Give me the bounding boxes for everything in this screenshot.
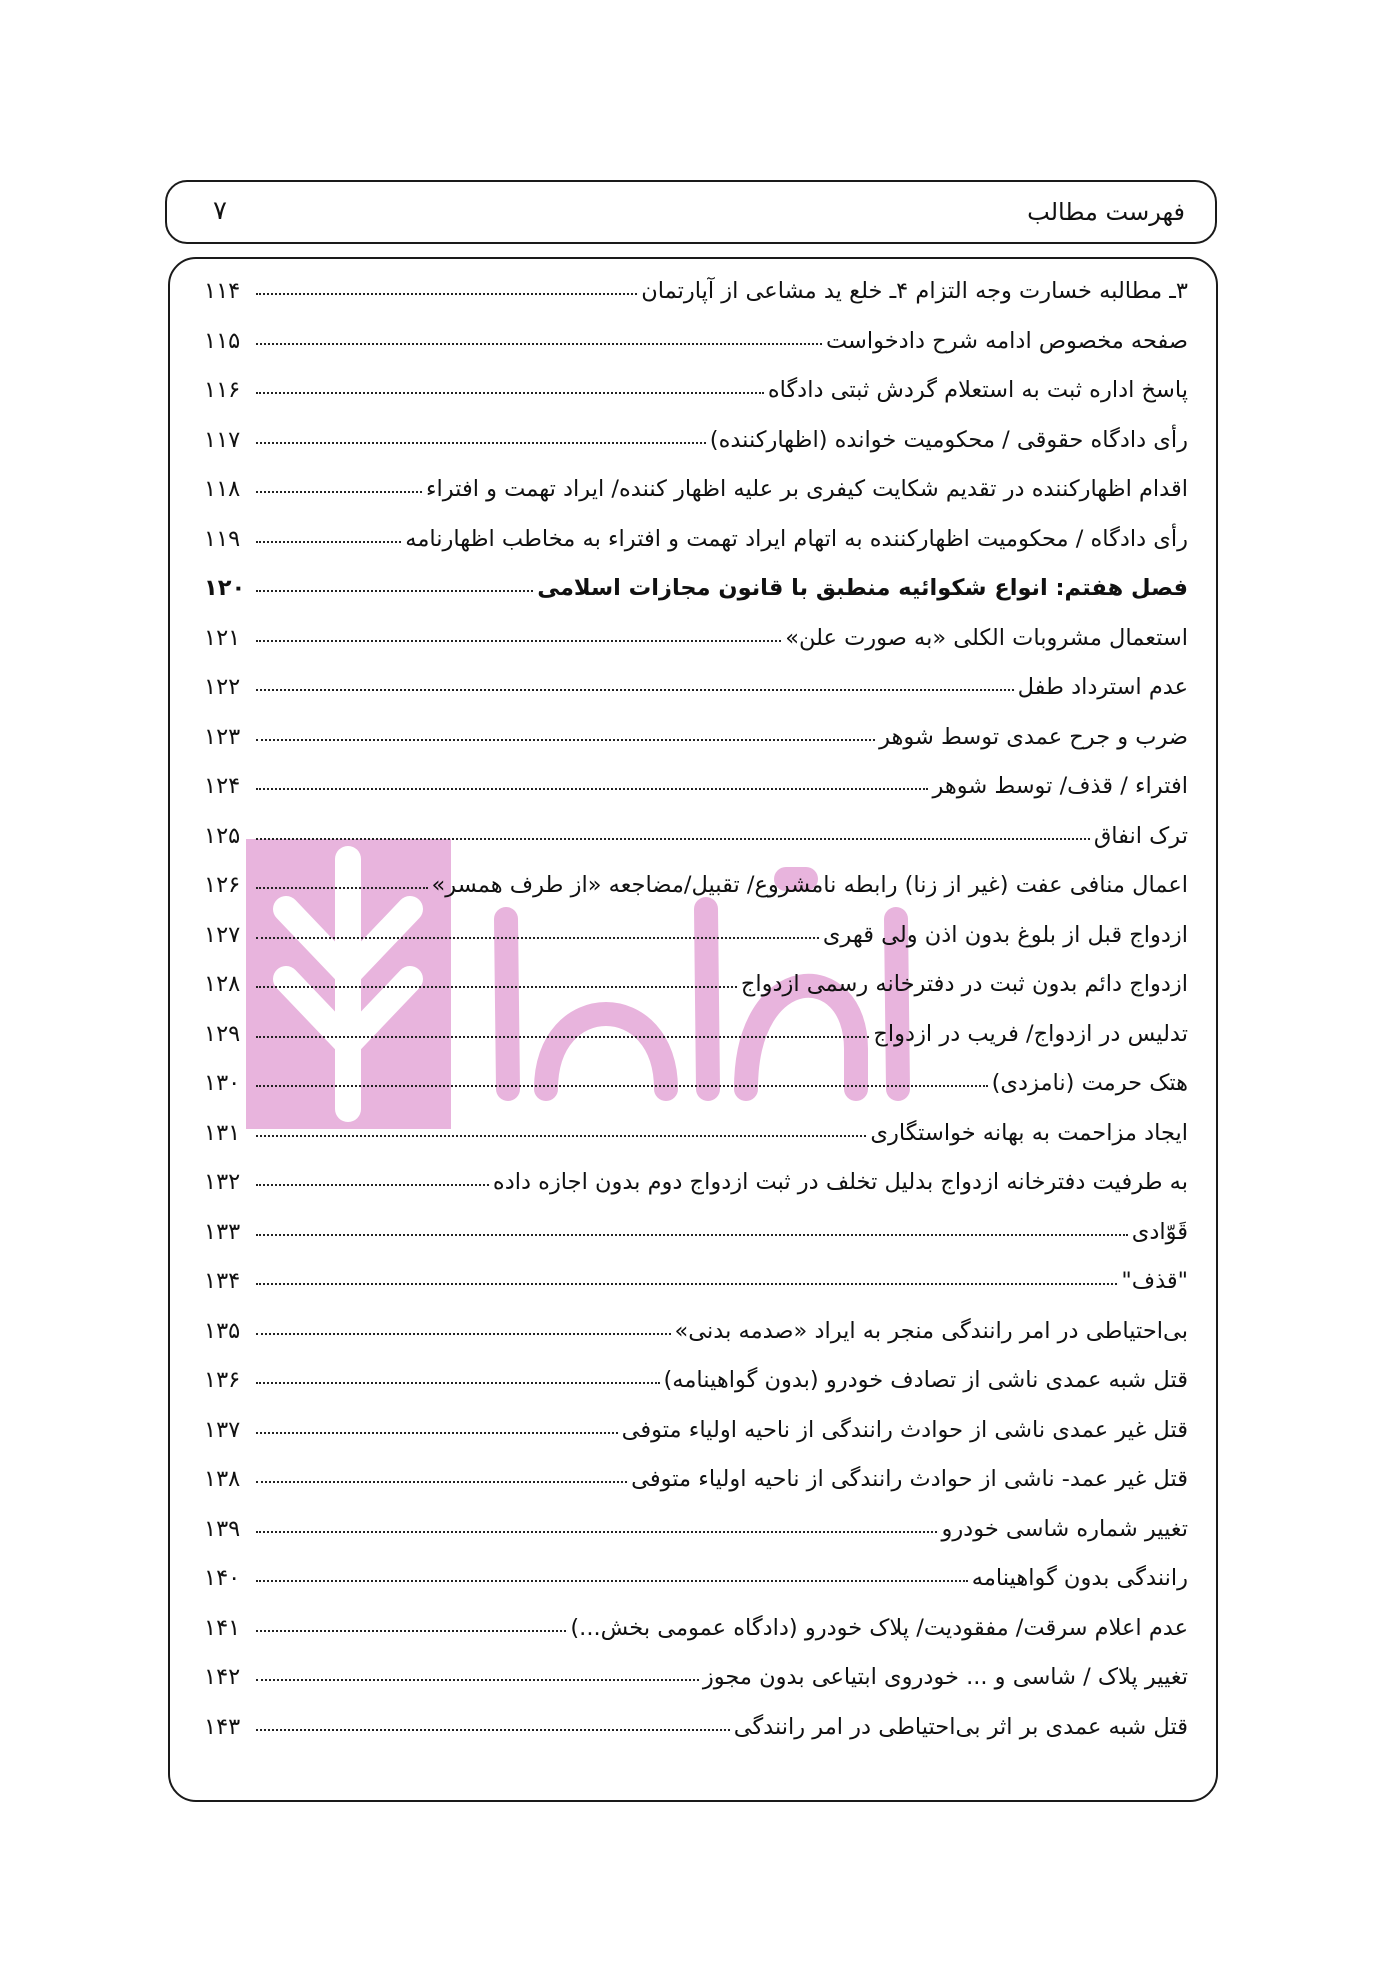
header-page-number: ۷ (213, 196, 227, 226)
toc-entry-page: ۱۱۴ (204, 278, 241, 304)
toc-dot-leader (256, 1630, 566, 1632)
toc-entry-page: ۱۴۳ (204, 1713, 241, 1740)
toc-dot-leader (256, 392, 764, 394)
toc-entry-page: ۱۲۴ (204, 773, 241, 799)
toc-entry-title: قتل شبه عمدی ناشی از تصادف خودرو (بدون گواهینامه) (663, 1367, 1188, 1393)
toc-entry-page: ۱۲۶ (204, 872, 241, 898)
toc-entry (204, 768, 1188, 818)
toc-entry (204, 867, 1188, 917)
toc-entry-title: رأی دادگاه حقوقی / محکومیت خوانده (اظهارکننده) (709, 426, 1188, 453)
toc-entry-title: تغییر شماره شاسی خودرو (941, 1515, 1188, 1542)
toc-dot-leader (256, 1036, 869, 1038)
toc-entry-title: اعمال منافی عفت (غیر از زنا) رابطه نامشروع/ تقبیل/مضاجعه «از طرف همسر» (431, 872, 1188, 898)
toc-entry-page: ۱۲۵ (204, 822, 241, 849)
toc-entry (204, 1164, 1188, 1214)
toc-entry-page: ۱۱۵ (204, 327, 241, 354)
toc-entry-title: بی‌احتیاطی در امر رانندگی منجر به ایراد «صدمه بدنی» (674, 1317, 1188, 1344)
toc-dot-leader (256, 491, 422, 493)
toc-entry-page: ۱۲۲ (204, 674, 241, 700)
toc-entry (204, 966, 1188, 1016)
toc-entry-page: ۱۴۰ (204, 1565, 241, 1591)
toc-entry (204, 1313, 1188, 1363)
toc-entry (204, 1511, 1188, 1561)
toc-entry-title: اقدام اظهارکننده در تقدیم شکایت کیفری بر علیه اظهار کننده/ ایراد تهمت و افتراء (425, 476, 1188, 502)
toc-dot-leader (256, 1432, 618, 1434)
toc-entry (204, 471, 1188, 521)
toc-entry-title: قتل غیر عمد- ناشی از حوادث رانندگی از ناحیه اولیاء متوفی (631, 1466, 1188, 1492)
toc-entry (204, 1709, 1188, 1759)
toc-entry-page: ۱۲۰ (204, 575, 246, 601)
toc-dot-leader (256, 442, 706, 444)
toc-entry-title: قتل غیر عمدی ناشی از حوادث رانندگی از ناحیه اولیاء متوفی (621, 1416, 1188, 1443)
toc-entry (204, 273, 1188, 323)
toc-dot-leader (256, 1531, 937, 1533)
toc-entry-title: عدم استرداد طفل (1017, 674, 1188, 700)
toc-dot-leader (256, 293, 637, 295)
toc-entry-page: ۱۳۶ (204, 1367, 241, 1393)
toc-entry (204, 719, 1188, 769)
toc-entry-title: رأی دادگاه / محکومیت اظهارکننده به اتهام ایراد تهمت و افتراء به مخاطب اظهارنامه (405, 525, 1188, 552)
toc-entry-title: فصل هفتم: انواع شکوائیه منطبق با قانون مجازات اسلامی (537, 575, 1188, 601)
toc-dot-leader (256, 1382, 660, 1384)
toc-dot-leader (256, 1234, 1128, 1236)
toc-entry-page: ۱۱۶ (204, 377, 241, 403)
toc-entry (204, 1659, 1188, 1709)
toc-entry-title: افتراء / قذف/ توسط شوهر (932, 773, 1188, 799)
toc-dot-leader (256, 689, 1014, 691)
toc-entry-title: ازدواج دائم بدون ثبت در دفترخانه رسمی ازدواج (740, 971, 1188, 997)
table-of-contents (204, 273, 1188, 1758)
toc-entry (204, 372, 1188, 422)
toc-entry (204, 521, 1188, 571)
toc-entry (204, 422, 1188, 472)
toc-dot-leader (256, 788, 928, 790)
toc-dot-leader (256, 1283, 1117, 1285)
toc-entry (204, 669, 1188, 719)
toc-entry (204, 1065, 1188, 1115)
toc-entry-title: تغییر پلاک / شاسی و ... خودروی ابتیاعی بدون مجوز (702, 1664, 1188, 1690)
toc-entry-title: ۳ـ مطالبه خسارت وجه التزام ۴ـ خلع ید مشاعی از آپارتمان (641, 278, 1188, 304)
toc-entry-title: صفحه مخصوص ادامه شرح دادخواست (825, 327, 1188, 354)
toc-entry-page: ۱۲۹ (204, 1020, 241, 1047)
toc-entry-title: ازدواج قبل از بلوغ بدون اذن ولی قهری (822, 921, 1188, 948)
toc-entry-page: ۱۳۵ (204, 1317, 241, 1344)
toc-entry-title: رانندگی بدون گواهینامه (971, 1565, 1188, 1591)
toc-dot-leader (256, 1729, 730, 1731)
toc-dot-leader (256, 739, 875, 741)
toc-dot-leader (256, 887, 428, 889)
toc-entry-title: به طرفیت دفترخانه ازدواج بدلیل تخلف در ثبت ازدواج دوم بدون اجازه داده (492, 1169, 1188, 1195)
toc-dot-leader (256, 1679, 699, 1681)
toc-dot-leader (256, 343, 822, 345)
toc-entry-page: ۱۳۴ (204, 1268, 241, 1294)
toc-entry-title: قَوّادی (1131, 1218, 1188, 1245)
toc-entry-title: ترک انفاق (1093, 822, 1188, 849)
toc-dot-leader (256, 1333, 671, 1335)
toc-entry-page: ۱۱۷ (204, 426, 241, 453)
toc-entry-page: ۱۳۲ (204, 1169, 241, 1195)
toc-entry (204, 1362, 1188, 1412)
toc-entry (204, 1560, 1188, 1610)
toc-entry-title: ضرب و جرح عمدی توسط شوهر (879, 723, 1188, 750)
page-header (165, 180, 1217, 244)
toc-dot-leader (256, 1481, 627, 1483)
toc-entry (204, 620, 1188, 670)
toc-entry-page: ۱۴۲ (204, 1664, 241, 1690)
toc-entry-title: تدلیس در ازدواج/ فریب در ازدواج (873, 1020, 1188, 1047)
toc-entry (204, 917, 1188, 967)
toc-dot-leader (256, 541, 401, 543)
toc-dot-leader (256, 1135, 866, 1137)
toc-entry-page: ۱۱۸ (204, 476, 241, 502)
toc-dot-leader (256, 640, 781, 642)
toc-entry-title: قتل شبه عمدی بر اثر بی‌احتیاطی در امر رانندگی (733, 1713, 1188, 1740)
toc-dot-leader (256, 986, 737, 988)
toc-dot-leader (256, 937, 819, 939)
toc-entry-page: ۱۳۰ (204, 1070, 241, 1096)
toc-entry (204, 1412, 1188, 1462)
toc-entry (204, 1461, 1188, 1511)
toc-entry (204, 1263, 1188, 1313)
toc-entry-page: ۱۱۹ (204, 525, 241, 552)
toc-entry-page: ۱۲۷ (204, 921, 241, 948)
toc-entry-title: "قذف" (1121, 1268, 1188, 1294)
toc-chapter-heading (204, 570, 1188, 620)
toc-entry-title: پاسخ اداره ثبت به استعلام گردش ثبتی دادگاه (767, 377, 1188, 403)
toc-dot-leader (256, 1580, 968, 1582)
toc-entry (204, 323, 1188, 373)
toc-dot-leader (256, 1085, 988, 1087)
toc-entry-page: ۱۳۳ (204, 1218, 241, 1245)
toc-dot-leader (256, 838, 1090, 840)
toc-entry (204, 818, 1188, 868)
toc-entry-page: ۱۴۱ (204, 1614, 241, 1641)
toc-entry-page: ۱۳۸ (204, 1466, 241, 1492)
toc-entry-title: هتک حرمت (نامزدی) (991, 1070, 1188, 1096)
toc-dot-leader (256, 590, 533, 592)
header-title: فهرست مطالب (1027, 198, 1185, 226)
toc-entry-page: ۱۳۹ (204, 1515, 241, 1542)
toc-entry (204, 1115, 1188, 1165)
toc-entry-page: ۱۳۷ (204, 1416, 241, 1443)
toc-entry-page: ۱۲۸ (204, 971, 241, 997)
toc-entry-title: عدم اعلام سرقت/ مفقودیت/ پلاک خودرو (دادگاه عمومی بخش...) (570, 1614, 1188, 1641)
toc-entry (204, 1016, 1188, 1066)
toc-entry-page: ۱۳۱ (204, 1119, 241, 1146)
toc-entry-page: ۱۲۱ (204, 624, 241, 651)
toc-entry-page: ۱۲۳ (204, 723, 241, 750)
toc-entry (204, 1610, 1188, 1660)
toc-entry (204, 1214, 1188, 1264)
toc-entry-title: استعمال مشروبات الکلی «به صورت علن» (785, 624, 1188, 651)
toc-dot-leader (256, 1184, 489, 1186)
toc-frame (168, 257, 1218, 1802)
toc-entry-title: ایجاد مزاحمت به بهانه خواستگاری (870, 1119, 1188, 1146)
